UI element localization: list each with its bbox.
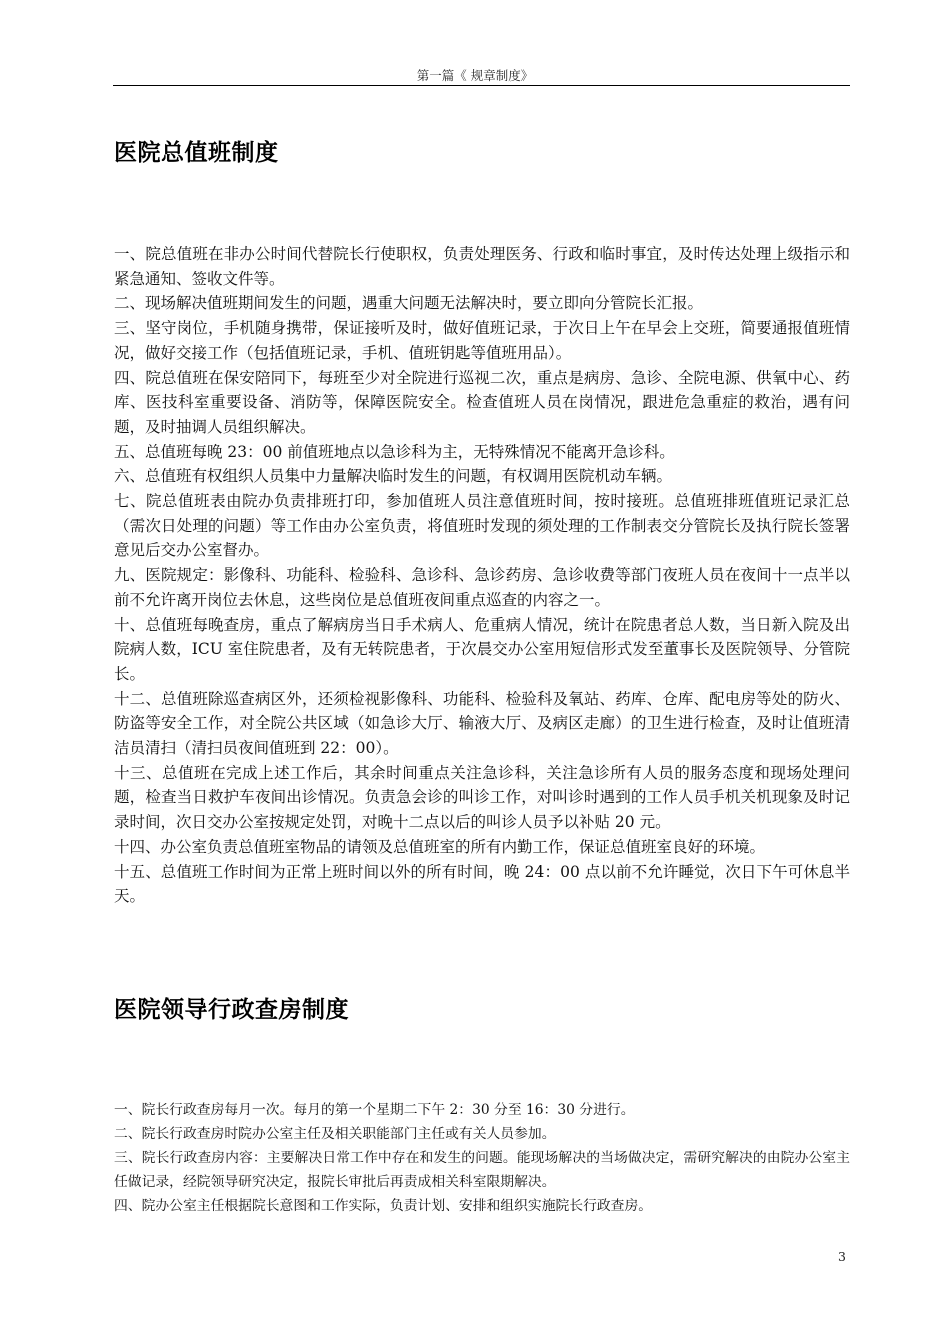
paragraph: 四、院办公室主任根据院长意图和工作实际，负责计划、安排和组织实施院长行政查房。 [114,1198,653,1214]
section-title-rounds-system: 医院领导行政查房制度 [114,997,349,1023]
page-number: 3 [838,1249,846,1264]
section-title-duty-system: 医院总值班制度 [114,140,279,166]
paragraph: 十、总值班每晚查房，重点了解病房当日手术病人、危重病人情况，统计在院患者总人数，当日新入院及出院病人数，ICU 室住院患者，及有无转院患者，于次晨交办公室用短信形式发至董事长及医院领导、分管院长。 [114,615,850,683]
paragraph: 二、院长行政查房时院办公室主任及相关职能部门主任或有关人员参加。 [114,1126,556,1142]
paragraph: 二、现场解决值班期间发生的问题，遇重大问题无法解决时，要立即向分管院长汇报。 [114,294,704,313]
paragraph: 十四、办公室负责总值班室物品的请领及总值班室的所有内勤工作，保证总值班室良好的环境。 [114,837,766,856]
section-body-rounds-system [114,1098,850,1218]
paragraph: 七、院总值班表由院办负责排班打印，参加值班人员注意值班时间，按时接班。总值班排班值班记录汇总（需次日处理的问题）等工作由办公室负责，将值班时发现的须处理的工作制表交分管院长及执行院长签署意见后交办公室督办。 [114,492,850,560]
paragraph: 九、医院规定：影像科、功能科、检验科、急诊科、急诊药房、急诊收费等部门夜班人员在夜间十一点半以前不允许离开岗位去休息，这些岗位是总值班夜间重点巡查的内容之一。 [114,566,850,609]
paragraph: 十三、总值班在完成上述工作后，其余时间重点关注急诊科，关注急诊所有人员的服务态度和现场处理问题，检查当日救护车夜间出诊情况。负责急会诊的叫诊工作，对叫诊时遇到的工作人员手机关机现象及时记录时间，次日交办公室按规定处罚，对晚十二点以后的叫诊人员予以补贴 20 元。 [114,763,850,832]
paragraph: 三、院长行政查房内容：主要解决日常工作中存在和发生的问题。能现场解决的当场做决定，需研究解决的由院办公室主任做记录，经院领导研究决定，报院长审批后再责成相关科室限期解决。 [114,1150,850,1190]
paragraph: 五、总值班每晚 23：00 前值班地点以急诊科为主，无特殊情况不能离开急诊科。 [114,442,675,461]
header-divider [113,85,850,86]
paragraph: 一、院长行政查房每月一次。每月的第一个星期二下午 2：30 分至 16：30 分进行。 [114,1102,635,1118]
paragraph: 六、总值班有权组织人员集中力量解决临时发生的问题，有权调用医院机动车辆。 [114,467,673,486]
paragraph: 三、坚守岗位，手机随身携带，保证接听及时，做好值班记录，于次日上午在早会上交班，简要通报值班情况，做好交接工作（包括值班记录，手机、值班钥匙等值班用品）。 [114,319,850,362]
running-header: 第一篇《 规章制度》 [416,68,534,83]
paragraph: 十五、总值班工作时间为正常上班时间以外的所有时间，晚 24：00 点以前不允许睡觉，次日下午可休息半天。 [114,862,850,906]
paragraph: 四、院总值班在保安陪同下，每班至少对全院进行巡视二次，重点是病房、急诊、全院电源、供氧中心、药库、医技科室重要设备、消防等，保障医院安全。检查值班人员在岗情况，跟进危急重症的救治，遇有问题，及时抽调人员组织解决。 [114,368,850,436]
paragraph: 十二、总值班除巡查病区外，还须检视影像科、功能科、检验科及氧站、药库、仓库、配电房等处的防火、防盗等安全工作，对全院公共区域（如急诊大厅、输液大厅、及病区走廊）的卫生进行检查，及时让值班清洁员清扫（清扫员夜间值班到 22：00）。 [114,689,850,758]
section-body-duty-system [114,242,850,909]
paragraph: 一、院总值班在非办公时间代替院长行使职权，负责处理医务、行政和临时事宜，及时传达处理上级指示和紧急通知、签收文件等。 [114,245,850,288]
